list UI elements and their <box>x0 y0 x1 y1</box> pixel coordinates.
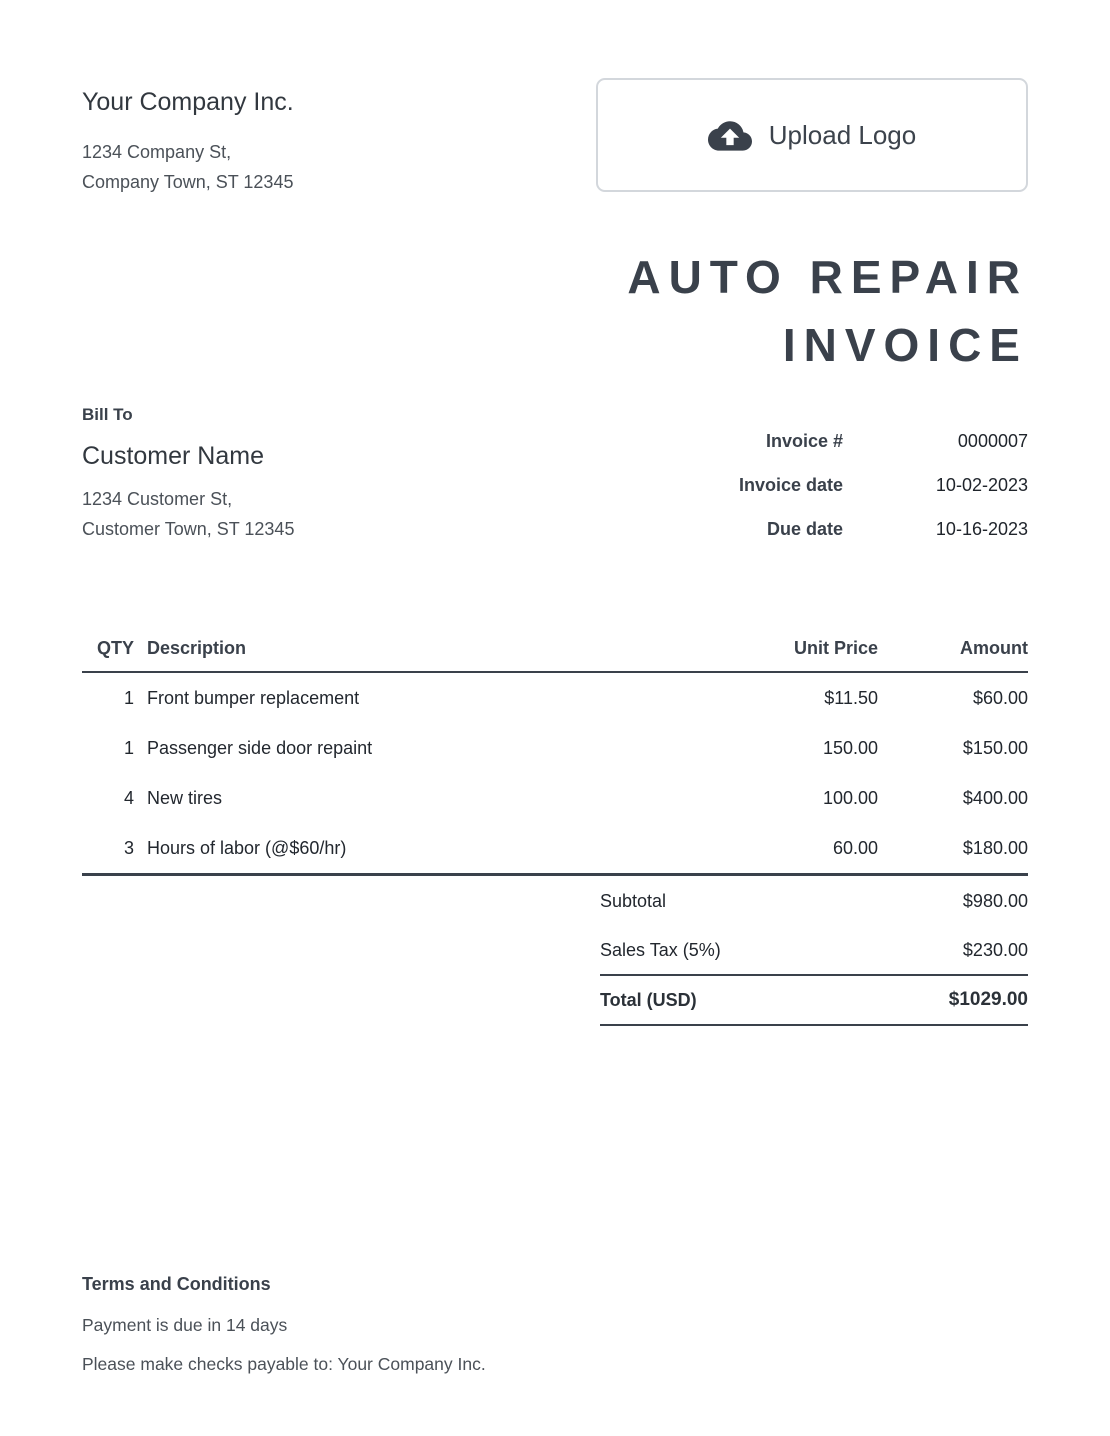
bill-to-heading: Bill To <box>82 405 133 424</box>
row-unit-price: 60.00 <box>832 837 878 858</box>
amount-header: Amount <box>960 637 1028 658</box>
company-address <box>82 137 294 197</box>
page-title: AUTO REPAIR INVOICE <box>627 251 1028 371</box>
cloud-upload-icon <box>708 119 752 151</box>
row-description: Hours of labor (@$60/hr) <box>147 837 347 858</box>
due-date-value: 10-16-2023 <box>935 518 1028 539</box>
subtotal-value: $980.00 <box>962 890 1028 911</box>
upload-logo-label: Upload Logo <box>768 119 917 150</box>
qty-header: QTY <box>96 637 134 658</box>
upload-logo-button[interactable] <box>596 78 1028 192</box>
table-row <box>82 723 1028 773</box>
bill-to-block <box>82 405 294 551</box>
row-amount: $400.00 <box>962 787 1028 808</box>
row-description: New tires <box>147 787 223 808</box>
row-amount: $60.00 <box>972 687 1028 708</box>
invoice-date-label: Invoice date <box>738 474 843 495</box>
row-description: Front bumper replacement <box>147 687 360 708</box>
company-address-line1: 1234 Company St, <box>82 142 232 162</box>
sales-tax-row <box>600 926 1028 976</box>
header <box>82 78 1028 197</box>
invoice-date-row <box>596 463 1028 507</box>
table-body <box>82 673 1028 876</box>
invoice-number-row <box>596 419 1028 463</box>
due-date-row <box>596 507 1028 551</box>
terms-line1: Payment is due in 14 days <box>82 1315 288 1335</box>
table-row <box>82 773 1028 823</box>
customer-address-line2: Customer Town, ST 12345 <box>82 519 295 539</box>
table-row <box>82 673 1028 723</box>
subtotal-label: Subtotal <box>600 890 667 911</box>
description-header: Description <box>147 637 247 658</box>
row-qty: 4 <box>123 787 134 808</box>
line-items-table <box>82 625 1028 876</box>
subtotal-row <box>600 876 1028 926</box>
unit-price-header: Unit Price <box>793 637 878 658</box>
row-unit-price: 150.00 <box>822 737 878 758</box>
sales-tax-label: Sales Tax (5%) <box>600 939 721 960</box>
table-row <box>82 823 1028 873</box>
row-unit-price: 100.00 <box>822 787 878 808</box>
title-wrap <box>82 243 1028 379</box>
totals-summary <box>600 876 1028 1026</box>
row-amount: $150.00 <box>962 737 1028 758</box>
terms-line2: Please make checks payable to: Your Company Inc. <box>82 1354 486 1374</box>
invoice-number-value: 0000007 <box>957 430 1028 451</box>
company-info <box>82 78 294 197</box>
customer-address-line1: 1234 Customer St, <box>82 489 233 509</box>
invoice-meta <box>596 419 1028 551</box>
info-section <box>82 405 1028 551</box>
row-qty: 3 <box>123 837 134 858</box>
row-unit-price: $11.50 <box>824 687 878 708</box>
table-header-row <box>82 625 1028 673</box>
terms-section <box>82 1274 1028 1375</box>
invoice-date-value: 10-02-2023 <box>935 474 1028 495</box>
row-amount: $180.00 <box>962 837 1028 858</box>
customer-address <box>82 484 294 544</box>
total-label: Total (USD) <box>600 989 697 1010</box>
company-name: Your Company Inc. <box>82 88 294 116</box>
invoice-number-label: Invoice # <box>765 430 843 451</box>
row-qty: 1 <box>123 687 134 708</box>
sales-tax-value: $230.00 <box>962 939 1028 960</box>
due-date-label: Due date <box>766 518 843 539</box>
customer-name: Customer Name <box>82 442 264 470</box>
row-description: Passenger side door repaint <box>147 737 373 758</box>
terms-heading: Terms and Conditions <box>82 1274 271 1294</box>
total-value: $1029.00 <box>948 989 1028 1010</box>
company-address-line2: Company Town, ST 12345 <box>82 172 294 192</box>
total-row <box>600 976 1028 1026</box>
row-qty: 1 <box>123 737 134 758</box>
